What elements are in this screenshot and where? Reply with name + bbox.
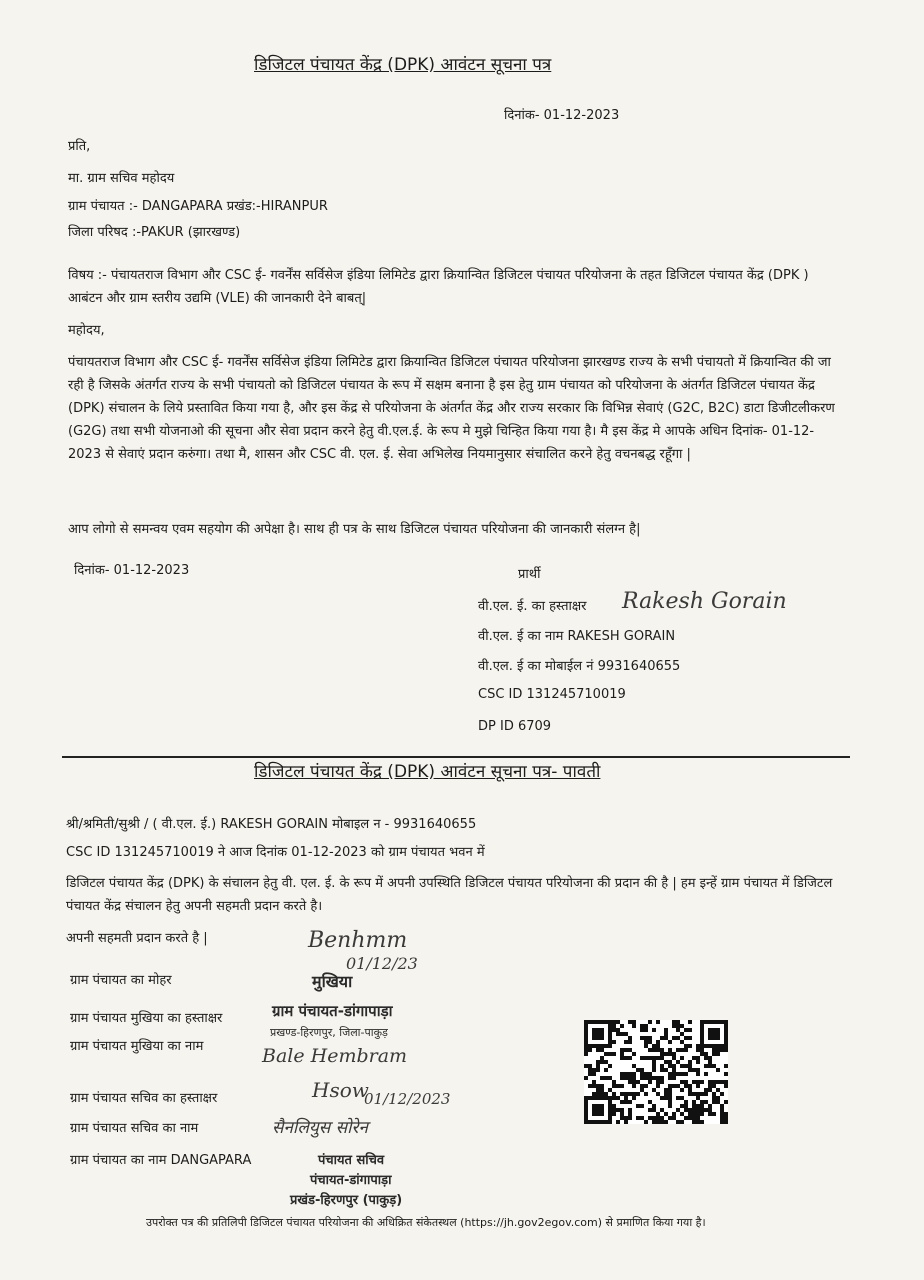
consent-line: अपनी सहमती प्रदान करते है |: [66, 931, 208, 946]
receipt-line-1: श्री/श्रमिती/सुश्री / ( वी.एल. ई.) RAKESH GORAIN मोबाइल न - 9931640655: [66, 817, 477, 832]
salutation: महोदय,: [68, 323, 105, 338]
vle-name: वी.एल. ई का नाम RAKESH GORAIN: [478, 629, 676, 644]
mukhiya-stamp-title: मुखिया: [312, 972, 353, 991]
applicant-label: प्रार्थी: [518, 567, 541, 582]
letter-body: पंचायतराज विभाग और CSC ई- गवर्नेंस सर्विसेज इंडिया लिमिटेड द्वारा क्रियान्वित डिजिटल पंचायत परियोजना झारखण्ड राज्य के सभी पंचायतो में क्रियान्वित की जा रही है जिसके अंतर्गत राज्य के सभी पंचायतो को डिजिटल पंचायत के रूप में सक्षम बनाना है इस हेतु ग्राम पंचायत को परियोजना के अंतर्गत डिजिटल पंचायत केंद्र (DPK) संचालन के लिये प्रस्तावित किया गया है, और इस केंद्र से परियोजना के अंतर्गत केंद्र और राज्य सरकार कि विभिन्न सेवाएं (G2C, B2C) डाटा डिजीटलीकरण (G2G) तथा सभी योजनाओ की सूचना और सेवा प्रदान करने हेतु वी.एल.ई. के रूप मे मुझे चिन्हित किया गया है। मै इस केंद्र मे आपके अधिन दिनांक- 01-12-2023 से सेवाएं प्रदान करुंगा। तथा मै, शासन और CSC वी. एल. ई. सेवा अभिलेख नियमानुसार संचालित करने हेतु वचनबद्ध रहूँगा |: [68, 355, 835, 462]
panchayat-line: ग्राम पंचायत :- DANGAPARA प्रखंड:-HIRANPUR: [68, 199, 328, 214]
sachiv-stamp-title: पंचायत सचिव: [318, 1153, 385, 1168]
vle-sign-label: वी.एल. ई. का हस्ताक्षर: [478, 599, 587, 614]
cooperation-note: आप लोगो से समन्वय एवम सहयोग की अपेक्षा है। साथ ही पत्र के साथ डिजिटल पंचायत परियोजना की जानकारी संलग्न है|: [68, 522, 641, 537]
mukhiya-signature-date: 01/12/23: [346, 954, 418, 973]
csc-id: CSC ID 131245710019: [478, 687, 626, 702]
dp-id: DP ID 6709: [478, 719, 552, 734]
footer-note: उपरोक्त पत्र की प्रतिलिपी डिजिटल पंचायत परियोजना की अधिक्रित संकेतस्थल (https://jh.gov2egov.com) से प्रमाणित किया गया है।: [146, 1216, 706, 1229]
mukhiya-stamp-address: प्रखण्ड-हिरणपुर, जिला-पाकुड़: [270, 1026, 388, 1039]
receipt-title: डिजिटल पंचायत केंद्र (DPK) आवंटन सूचना पत्र- पावती: [254, 762, 601, 782]
mukhiya-name-label: ग्राम पंचायत मुखिया का नाम: [70, 1039, 204, 1054]
mukhiya-sign-label: ग्राम पंचायत मुखिया का हस्ताक्षर: [70, 1011, 223, 1026]
section-divider: [62, 756, 850, 758]
mukhiya-name: Bale Hembram: [262, 1045, 408, 1067]
subject: विषय :- पंचायतराज विभाग और CSC ई- गवर्नेंस सर्विसेज इंडिया लिमिटेड द्वारा क्रियान्वित डिजिटल पंचायत परियोजना के तहत डिजिटल पंचायत केंद्र (DPK ) आबंटन और ग्राम स्तरीय उद्यमि (VLE) की जानकारी देने बाबत्|: [68, 268, 809, 306]
sachiv-name-label: ग्राम पंचायत सचिव का नाम: [70, 1121, 199, 1136]
sachiv-stamp-block: प्रखंड-हिरणपुर (पाकुड़): [290, 1193, 403, 1208]
qr-code-icon: [584, 1020, 728, 1124]
sachiv-stamp-panchayat: पंचायत-डांगापाड़ा: [310, 1173, 392, 1188]
vle-mobile: वी.एल. ई का मोबाईल नं 9931640655: [478, 659, 681, 674]
letter-to: प्रति,: [68, 139, 91, 154]
mukhiya-stamp-panchayat: ग्राम पंचायत-डांगापाड़ा: [272, 1002, 393, 1020]
receipt-line-3: डिजिटल पंचायत केंद्र (DPK) के संचालन हेतु वी. एल. ई. के रूप में अपनी उपस्थिति डिजिटल पंचायत परियोजना की प्रदान की है | हम इन्हें ग्राम पंचायत में डिजिटल पंचायत केंद्र संचालन हेतु अपनी सहमती प्रदान करते है।: [66, 876, 833, 914]
sachiv-signature-date: 01/12/2023: [364, 1090, 451, 1108]
sachiv-sign-label: ग्राम पंचायत सचिव का हस्ताक्षर: [70, 1091, 218, 1106]
mukhiya-signature: Benhmm: [308, 928, 408, 953]
sachiv-signature: Hsow: [312, 1078, 369, 1102]
addressee: मा. ग्राम सचिव महोदय: [68, 171, 175, 186]
seal-label: ग्राम पंचायत का मोहर: [70, 973, 172, 988]
sachiv-name: सैनलियुस सोरेन: [272, 1118, 368, 1138]
receipt-line-2: CSC ID 131245710019 ने आज दिनांक 01-12-2023 को ग्राम पंचायत भवन में: [66, 845, 485, 860]
district-line: जिला परिषद :-PAKUR (झारखण्ड): [68, 225, 241, 240]
panchayat-name: ग्राम पंचायत का नाम DANGAPARA: [70, 1153, 252, 1168]
letter-title: डिजिटल पंचायत केंद्र (DPK) आवंटन सूचना पत्र: [254, 55, 552, 75]
bottom-date: दिनांक- 01-12-2023: [74, 563, 190, 578]
letter-date: दिनांक- 01-12-2023: [504, 108, 620, 123]
vle-signature: Rakesh Gorain: [622, 589, 787, 614]
